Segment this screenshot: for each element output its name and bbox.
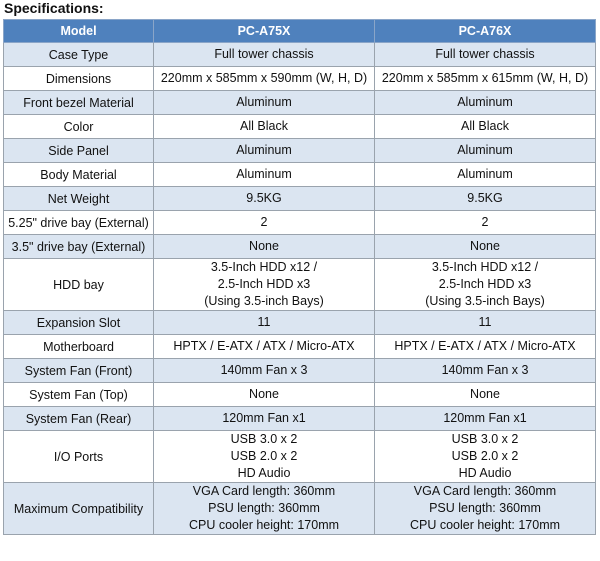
- spec-value-a76x: [375, 359, 596, 383]
- spec-value-line: None: [470, 239, 500, 253]
- table-row: [4, 335, 596, 359]
- spec-value-a76x: [375, 139, 596, 163]
- spec-value-a76x: [375, 431, 596, 483]
- spec-value-line: PSU length: 360mm: [429, 501, 541, 515]
- spec-value-line: 2.5-Inch HDD x3: [438, 277, 532, 291]
- spec-value-line: 140mm Fan x 3: [441, 363, 529, 377]
- spec-label: System Fan (Rear): [4, 407, 154, 431]
- table-row: [4, 383, 596, 407]
- table-row: [4, 91, 596, 115]
- header-pc-a76x: PC-A76X: [375, 20, 596, 43]
- spec-value-line: USB 3.0 x 2: [451, 432, 519, 446]
- spec-value-a76x: [375, 407, 596, 431]
- spec-value-line: USB 2.0 x 2: [451, 449, 519, 463]
- spec-value-line: None: [249, 239, 279, 253]
- table-row: [4, 43, 596, 67]
- spec-value-line: VGA Card length: 360mm: [192, 484, 336, 498]
- spec-value-a76x: [375, 43, 596, 67]
- spec-value-a76x: [375, 235, 596, 259]
- header-pc-a75x: PC-A75X: [154, 20, 375, 43]
- spec-value-a75x: [154, 359, 375, 383]
- spec-value-line: 140mm Fan x 3: [220, 363, 308, 377]
- spec-value-line: Full tower chassis: [214, 47, 314, 61]
- table-header-row: [4, 20, 596, 43]
- spec-value-line: HD Audio: [237, 466, 291, 480]
- spec-value-line: 11: [257, 315, 271, 329]
- spec-value-a76x: [375, 187, 596, 211]
- spec-label: HDD bay: [4, 259, 154, 311]
- specifications-table: [3, 19, 596, 535]
- spec-label: Side Panel: [4, 139, 154, 163]
- spec-value-a75x: [154, 211, 375, 235]
- spec-value-a75x: [154, 187, 375, 211]
- spec-value-a75x: [154, 163, 375, 187]
- spec-value-line: None: [470, 387, 500, 401]
- spec-label: Color: [4, 115, 154, 139]
- spec-value-a75x: [154, 311, 375, 335]
- spec-value-a75x: [154, 115, 375, 139]
- spec-label: Motherboard: [4, 335, 154, 359]
- spec-value-a76x: [375, 311, 596, 335]
- spec-value-a75x: [154, 91, 375, 115]
- spec-value-line: Aluminum: [457, 95, 513, 109]
- spec-value-line: 11: [478, 315, 492, 329]
- spec-value-line: CPU cooler height: 170mm: [409, 518, 561, 532]
- spec-value-a76x: [375, 67, 596, 91]
- spec-value-a76x: [375, 335, 596, 359]
- table-row: [4, 187, 596, 211]
- spec-label: Front bezel Material: [4, 91, 154, 115]
- spec-value-line: USB 2.0 x 2: [230, 449, 298, 463]
- spec-value-line: HD Audio: [458, 466, 512, 480]
- spec-value-line: 3.5-Inch HDD x12 /: [431, 260, 539, 274]
- spec-value-a76x: [375, 163, 596, 187]
- spec-value-a75x: [154, 67, 375, 91]
- spec-value-line: 2: [260, 215, 268, 229]
- spec-value-line: 220mm x 585mm x 615mm (W, H, D): [381, 71, 589, 85]
- spec-value-a75x: [154, 259, 375, 311]
- spec-value-line: Aluminum: [457, 143, 513, 157]
- table-row: [4, 115, 596, 139]
- table-body: [4, 43, 596, 535]
- spec-value-line: USB 3.0 x 2: [230, 432, 298, 446]
- spec-value-a76x: [375, 483, 596, 535]
- spec-value-a75x: [154, 483, 375, 535]
- spec-label: System Fan (Top): [4, 383, 154, 407]
- spec-value-line: 220mm x 585mm x 590mm (W, H, D): [160, 71, 368, 85]
- spec-value-a76x: [375, 91, 596, 115]
- table-row: [4, 235, 596, 259]
- table-row: [4, 431, 596, 483]
- spec-value-line: Aluminum: [236, 95, 292, 109]
- spec-value-line: HPTX / E-ATX / ATX / Micro-ATX: [394, 339, 576, 353]
- spec-value-line: VGA Card length: 360mm: [413, 484, 557, 498]
- spec-label: Dimensions: [4, 67, 154, 91]
- spec-value-a75x: [154, 335, 375, 359]
- spec-value-a75x: [154, 407, 375, 431]
- spec-value-line: (Using 3.5-inch Bays): [204, 294, 324, 308]
- table-row: [4, 139, 596, 163]
- spec-value-line: HPTX / E-ATX / ATX / Micro-ATX: [173, 339, 355, 353]
- spec-value-line: CPU cooler height: 170mm: [188, 518, 340, 532]
- table-row: [4, 67, 596, 91]
- spec-label: Expansion Slot: [4, 311, 154, 335]
- table-row: [4, 311, 596, 335]
- table-row: [4, 483, 596, 535]
- table-row: [4, 259, 596, 311]
- spec-value-a76x: [375, 211, 596, 235]
- spec-label: 3.5" drive bay (External): [4, 235, 154, 259]
- spec-value-a75x: [154, 431, 375, 483]
- spec-value-line: Aluminum: [457, 167, 513, 181]
- spec-value-line: PSU length: 360mm: [208, 501, 320, 515]
- table-row: [4, 211, 596, 235]
- spec-value-a75x: [154, 235, 375, 259]
- table-row: [4, 407, 596, 431]
- header-model: Model: [4, 20, 154, 43]
- spec-label: Body Material: [4, 163, 154, 187]
- spec-value-a75x: [154, 43, 375, 67]
- spec-value-a75x: [154, 383, 375, 407]
- spec-value-a75x: [154, 139, 375, 163]
- spec-label: Maximum Compatibility: [4, 483, 154, 535]
- spec-value-line: Aluminum: [236, 167, 292, 181]
- spec-value-line: (Using 3.5-inch Bays): [425, 294, 545, 308]
- spec-label: 5.25" drive bay (External): [4, 211, 154, 235]
- spec-value-a76x: [375, 383, 596, 407]
- spec-value-line: All Black: [461, 119, 509, 133]
- spec-value-line: 120mm Fan x1: [222, 411, 306, 425]
- spec-value-line: 9.5KG: [246, 191, 282, 205]
- spec-value-line: None: [249, 387, 279, 401]
- spec-label: Case Type: [4, 43, 154, 67]
- spec-label: Net Weight: [4, 187, 154, 211]
- spec-label: System Fan (Front): [4, 359, 154, 383]
- spec-value-line: 2.5-Inch HDD x3: [217, 277, 311, 291]
- table-row: [4, 359, 596, 383]
- spec-value-line: Aluminum: [236, 143, 292, 157]
- spec-label: I/O Ports: [4, 431, 154, 483]
- spec-value-a76x: [375, 115, 596, 139]
- spec-value-line: 3.5-Inch HDD x12 /: [210, 260, 318, 274]
- spec-value-line: 9.5KG: [467, 191, 503, 205]
- spec-value-line: 120mm Fan x1: [443, 411, 527, 425]
- spec-value-line: All Black: [240, 119, 288, 133]
- page-title: Specifications:: [4, 0, 104, 16]
- spec-value-a76x: [375, 259, 596, 311]
- spec-value-line: Full tower chassis: [435, 47, 535, 61]
- spec-value-line: 2: [481, 215, 489, 229]
- table-row: [4, 163, 596, 187]
